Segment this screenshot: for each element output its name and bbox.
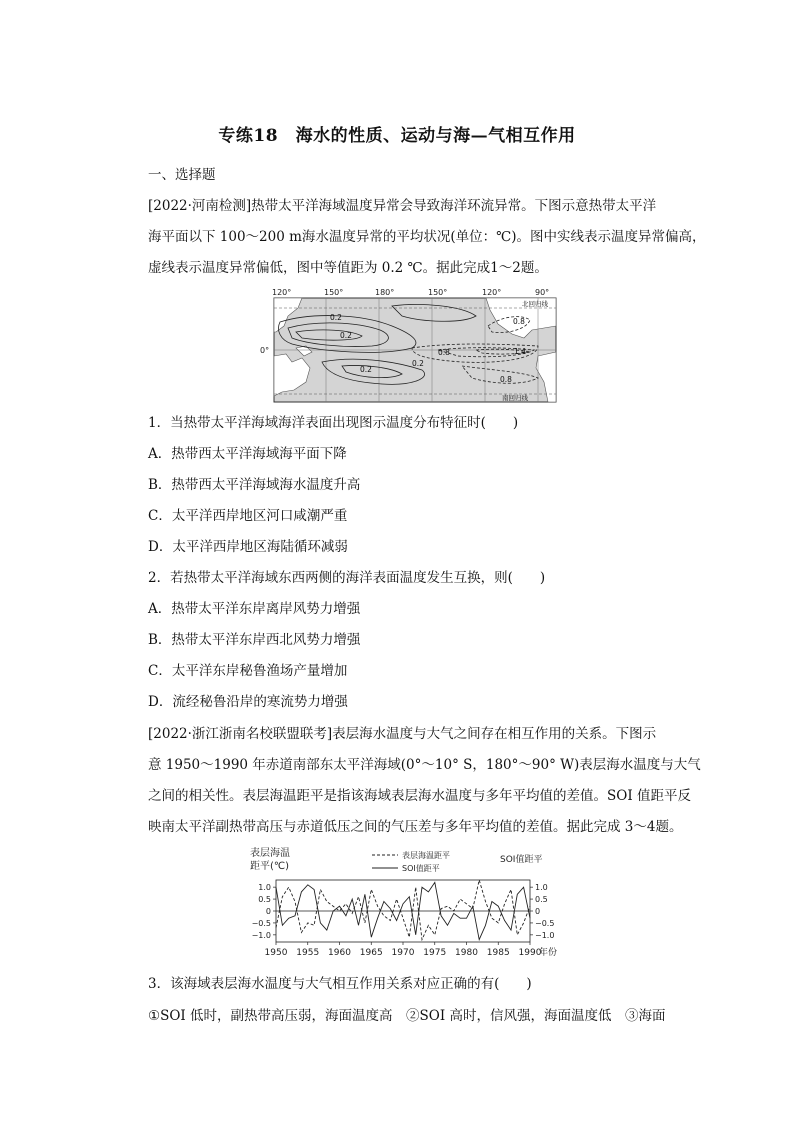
lon-label: 180° <box>375 288 395 297</box>
lon-label: 150° <box>324 288 344 297</box>
legend-label: 表层海温距平 <box>402 851 450 860</box>
y-tick-label-left: 0 <box>265 907 271 916</box>
q3-line2: ①SOI 低时，副热带高压弱，海面温度高 ②SOI 高时，信风强，海面温度低 ③海面 <box>148 1008 666 1024</box>
x-tick-label: 1985 <box>486 948 510 958</box>
contour-label: 0.2 <box>360 365 372 374</box>
y-tick-label-right: 0 <box>535 907 541 916</box>
intro2-line1: [2022·浙江浙南名校联盟联考]表层海水温度与大气之间存在相互作用的关系。下图示 <box>148 726 657 742</box>
x-tick-label: 1970 <box>391 948 415 958</box>
lat-label: 0° <box>260 346 270 355</box>
intro2-line2: 意 1950～1990 年赤道南部东太平洋海域(0°～10° S，180°～90° W)表层海水温度与大气 <box>148 757 701 773</box>
lon-label: 150° <box>428 288 448 297</box>
section-heading: 一、选择题 <box>148 167 216 183</box>
contour-label: 0.8 <box>513 317 525 326</box>
tropic-label-north: 北回归线 <box>522 300 548 308</box>
y-tick-label-left: −0.5 <box>251 918 271 928</box>
x-axis-title: 年份 <box>539 948 558 958</box>
q2-stem: 2．若热带太平洋海域东西两侧的海洋表面温度发生互换，则( ) <box>148 570 546 586</box>
x-tick-label: 1950 <box>264 948 288 958</box>
temperature-anomaly-map <box>262 286 562 404</box>
intro2-line4: 映南太平洋副热带高压与赤道低压之间的气压差与多年平均值的差值。据此完成 3～4题。 <box>148 819 683 835</box>
contour-label: 0.2 <box>330 313 342 322</box>
left-axis-title-line2: 距平(℃) <box>250 861 290 872</box>
intro1-line1: [2022·河南检测]热带太平洋海域温度异常会导致海洋环流异常。下图示意热带太平洋 <box>148 198 657 214</box>
y-tick-label-right: −0.5 <box>535 918 555 928</box>
q2-option-d: D．流经秘鲁沿岸的寒流势力增强 <box>148 694 348 710</box>
contour-label: 0.2 <box>340 331 352 340</box>
sst-soi-line-chart <box>248 844 568 966</box>
y-tick-label-right: 1.0 <box>535 883 548 893</box>
x-tick-label: 1960 <box>328 948 351 958</box>
x-tick-label: 1955 <box>296 948 320 958</box>
x-tick-label: 1990 <box>518 948 542 958</box>
q1-option-b: B．热带西太平洋海域海水温度升高 <box>148 477 361 493</box>
y-tick-label-left: 0.5 <box>258 895 271 905</box>
left-axis-title-line1: 表层海温 <box>250 848 290 859</box>
lon-label: 90° <box>535 288 550 297</box>
tropic-label-south: 南回归线 <box>502 394 528 402</box>
legend-label: SOI值距平 <box>402 864 440 873</box>
q2-option-b: B．热带太平洋东岸西北风势力增强 <box>148 632 361 648</box>
contour-label: 0.8 <box>438 348 450 357</box>
y-tick-label-left: 1.0 <box>258 883 271 893</box>
q3-stem: 3．该海域表层海水温度与大气相互作用关系对应正确的有( ) <box>148 976 532 992</box>
y-tick-label-left: −1.0 <box>251 930 271 940</box>
x-tick-label: 1975 <box>423 948 447 958</box>
q1-option-c: C．太平洋西岸地区河口咸潮严重 <box>148 508 348 524</box>
contour-label: 1.4 <box>514 347 526 356</box>
q2-option-a: A．热带太平洋东岸离岸风势力增强 <box>148 601 361 617</box>
q1-option-a: A．热带西太平洋海域海平面下降 <box>148 446 347 462</box>
lon-label: 120° <box>272 288 292 297</box>
y-tick-label-right: −1.0 <box>535 930 555 940</box>
intro1-line2: 海平面以下 100～200 m海水温度异常的平均状况(单位：℃)。图中实线表示温度异常偏高， <box>148 229 706 245</box>
page-title: 专练18 海水的性质、运动与海—气相互作用 <box>218 126 576 146</box>
contour-label: 0.8 <box>500 375 512 384</box>
intro2-line3: 之间的相关性。表层海温距平是指该海域表层海水温度与多年平均值的差值。SOI 值距平反 <box>148 788 691 804</box>
right-axis-title: SOI值距平 <box>500 855 543 865</box>
y-tick-label-right: 0.5 <box>535 895 548 905</box>
lon-label: 120° <box>482 288 502 297</box>
intro1-line3: 虚线表示温度异常偏低，图中等值距为 0.2 ℃。据此完成1～2题。 <box>148 260 548 276</box>
x-tick-label: 1965 <box>359 948 383 958</box>
q1-option-d: D．太平洋西岸地区海陆循环减弱 <box>148 539 348 555</box>
x-tick-label: 1980 <box>455 948 478 958</box>
q1-stem: 1．当热带太平洋海域海洋表面出现图示温度分布特征时( ) <box>148 415 519 431</box>
contour-label: 0.2 <box>412 359 424 368</box>
q2-option-c: C．太平洋东岸秘鲁渔场产量增加 <box>148 663 348 679</box>
